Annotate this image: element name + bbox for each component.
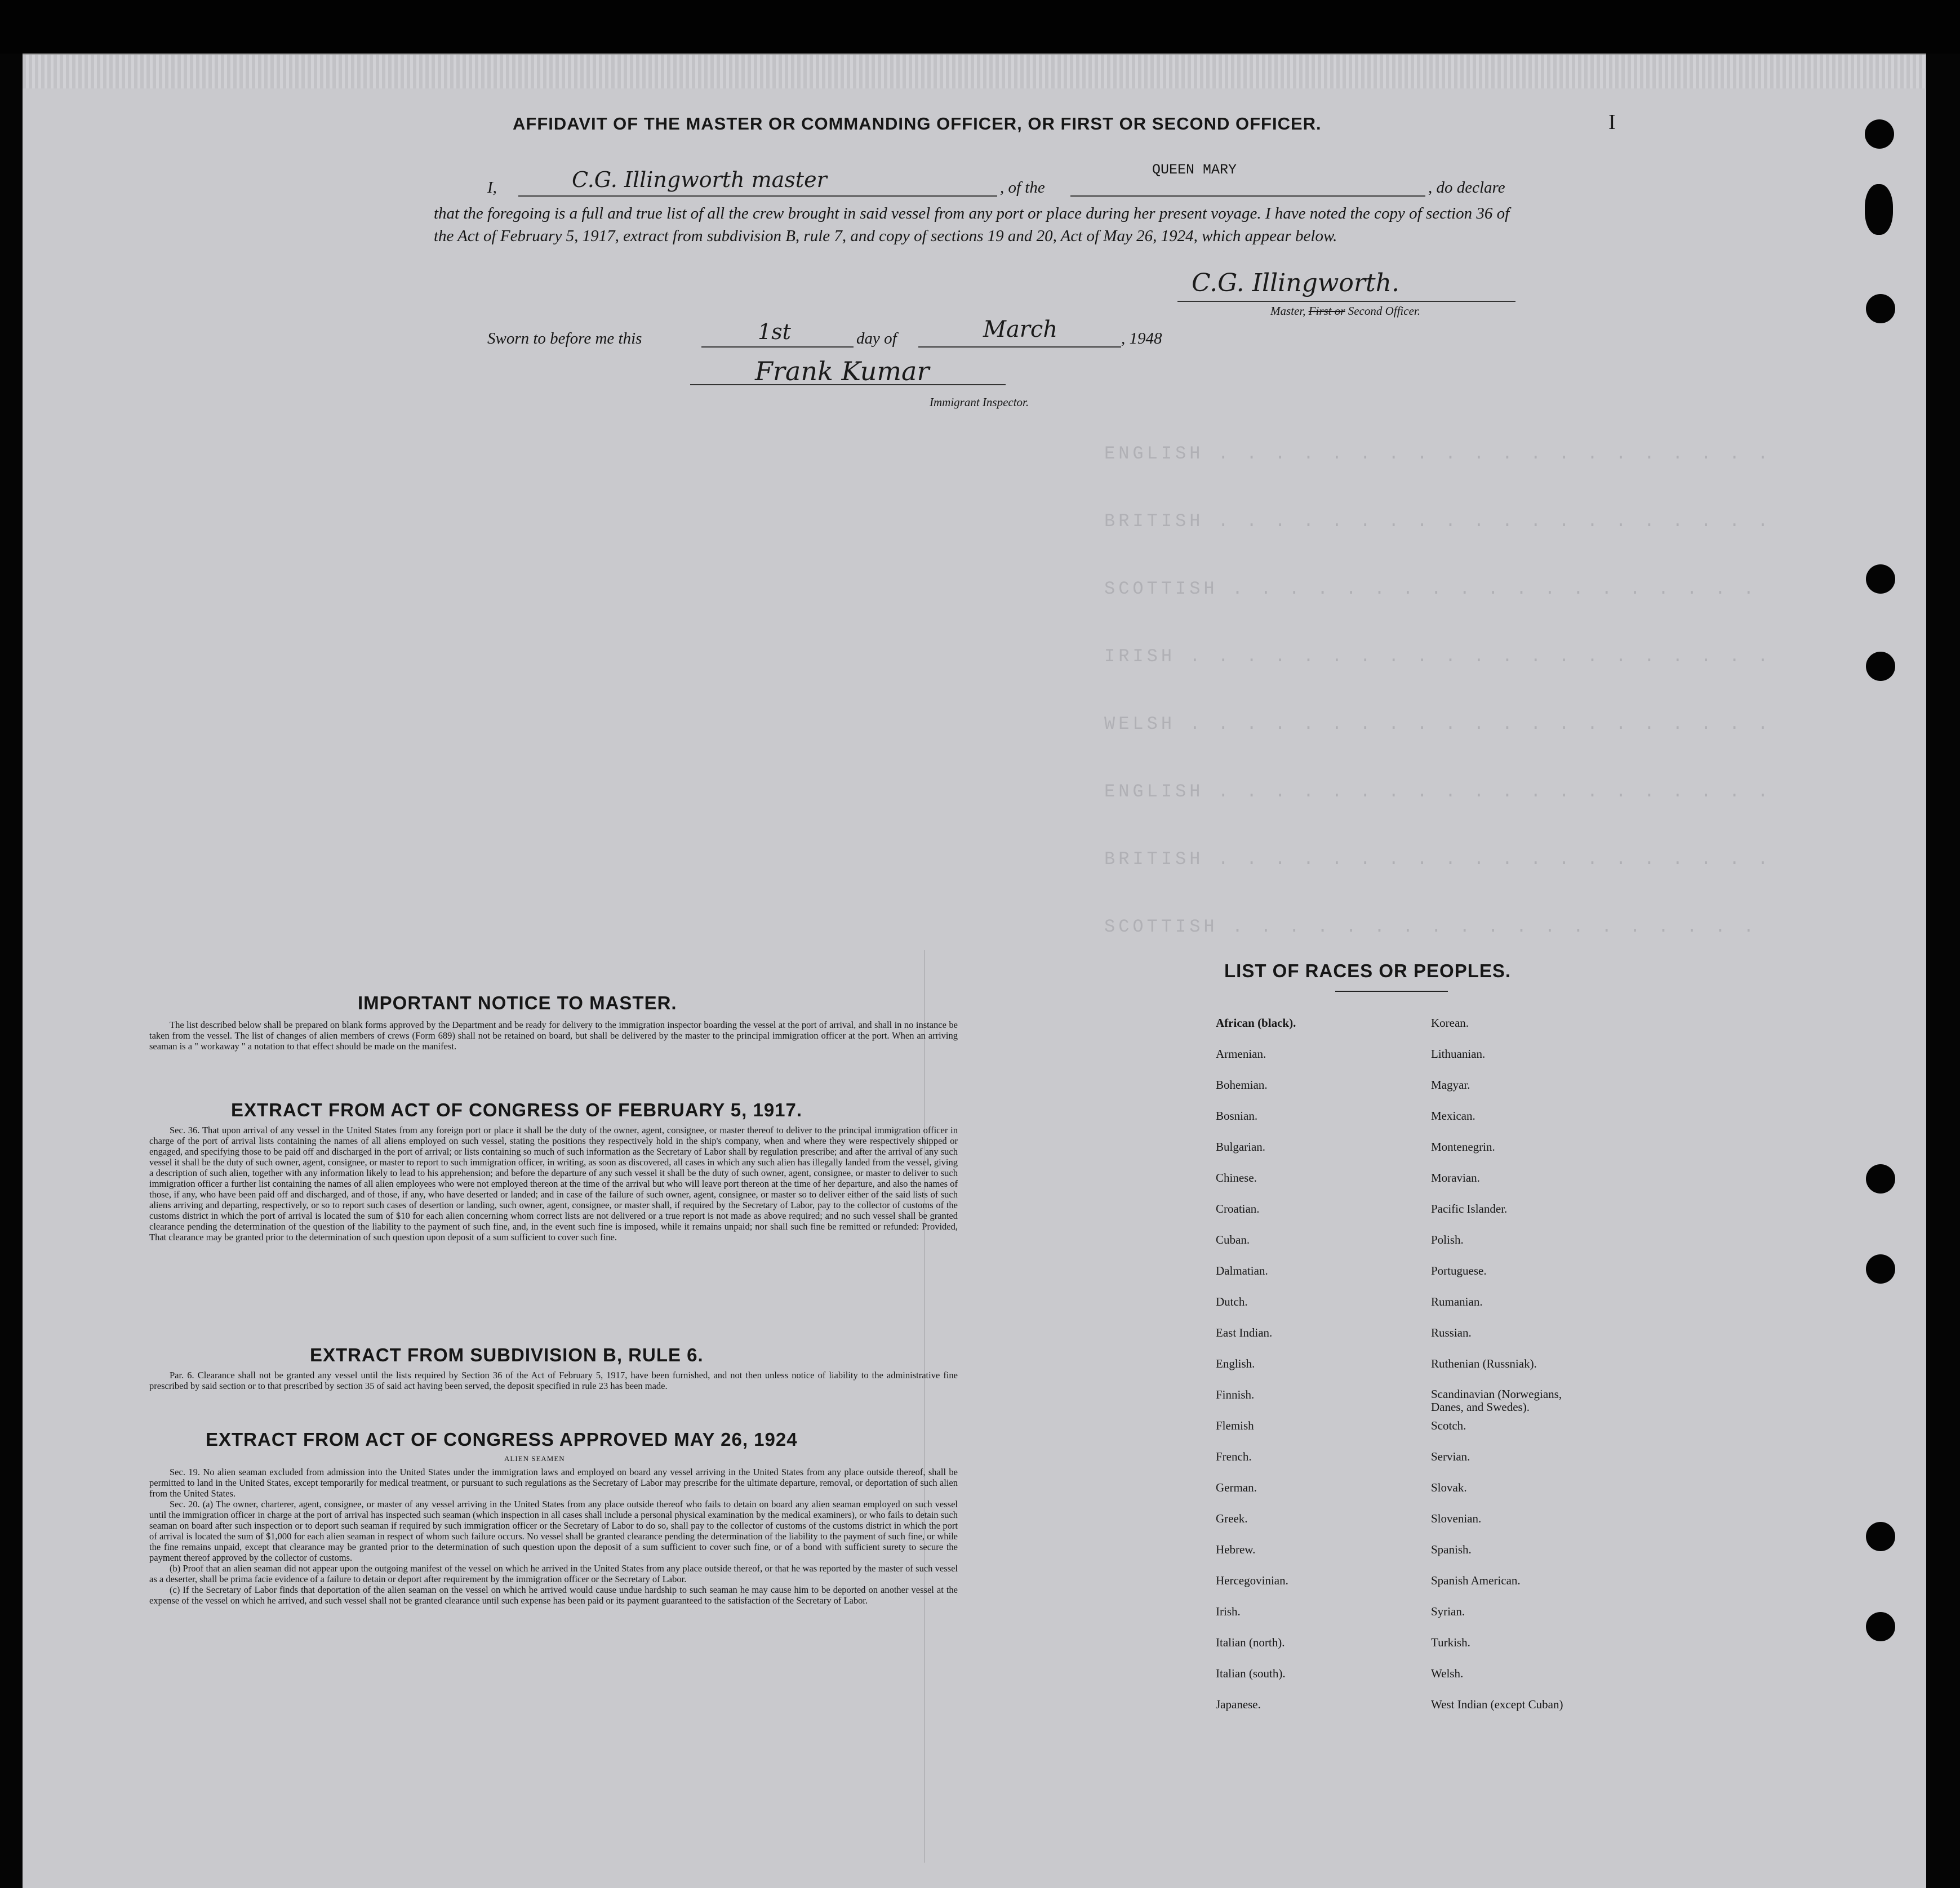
inspector-signature: Frank Kumar bbox=[755, 356, 930, 386]
rule6-title: EXTRACT FROM SUBDIVISION B, RULE 6. bbox=[310, 1344, 704, 1365]
race-left: English. bbox=[1216, 1357, 1255, 1370]
vessel-name: QUEEN MARY bbox=[1152, 162, 1237, 178]
race-right: Slovak. bbox=[1431, 1481, 1467, 1494]
vessel-line bbox=[1070, 195, 1425, 197]
document-page bbox=[23, 54, 1926, 1888]
sworn-label: Sworn to before me this bbox=[487, 329, 642, 348]
binder-hole bbox=[1866, 1522, 1895, 1551]
race-right: Scandinavian (Norwegians, Danes, and Swedes). bbox=[1431, 1387, 1562, 1414]
perforated-edge bbox=[23, 55, 1926, 88]
race-left: Croatian. bbox=[1216, 1202, 1260, 1215]
binder-hole bbox=[1865, 184, 1893, 235]
race-right: Slovenian. bbox=[1431, 1512, 1482, 1525]
extract-1917-title: EXTRACT FROM ACT OF CONGRESS OF FEBRUARY 5, 1917. bbox=[231, 1099, 803, 1120]
race-right: Scotch. bbox=[1431, 1419, 1466, 1432]
race-left: Italian (north). bbox=[1216, 1636, 1285, 1649]
binder-hole bbox=[1866, 652, 1895, 681]
race-right: Lithuanian. bbox=[1431, 1047, 1486, 1061]
binder-hole bbox=[1866, 564, 1895, 594]
race-left: Finnish. bbox=[1216, 1388, 1255, 1401]
race-right: Rumanian. bbox=[1431, 1295, 1483, 1308]
races-title: LIST OF RACES OR PEOPLES. bbox=[1224, 960, 1512, 981]
do-declare-label: , do declare bbox=[1428, 179, 1505, 197]
race-left: Irish. bbox=[1216, 1605, 1241, 1618]
race-right: Russian. bbox=[1431, 1326, 1472, 1339]
race-left: German. bbox=[1216, 1481, 1257, 1494]
race-left: French. bbox=[1216, 1450, 1252, 1463]
ghost-text: SCOTTISH . . . . . . . . . . . . . . . . . . . bbox=[1104, 916, 1758, 937]
month-line bbox=[918, 346, 1121, 348]
ghost-text: ENGLISH . . . . . . . . . . . . . . . . . . . . bbox=[1104, 443, 1772, 464]
sworn-year: , 1948 bbox=[1121, 329, 1162, 348]
affidavit-prefix: I, bbox=[487, 179, 497, 197]
race-right: Magyar. bbox=[1431, 1078, 1470, 1092]
race-left: Hercegovinian. bbox=[1216, 1574, 1288, 1587]
race-left: Bulgarian. bbox=[1216, 1140, 1266, 1154]
inspector-line bbox=[690, 384, 1006, 385]
inspector-caption: Immigrant Inspector. bbox=[930, 395, 1029, 409]
race-left: Japanese. bbox=[1216, 1698, 1261, 1711]
sworn-day: 1st bbox=[758, 319, 791, 344]
race-left: Bosnian. bbox=[1216, 1109, 1258, 1123]
race-left: Armenian. bbox=[1216, 1047, 1266, 1061]
ghost-text: ENGLISH . . . . . . . . . . . . . . . . . . . . bbox=[1104, 781, 1772, 802]
ghost-text: SCOTTISH . . . . . . . . . . . . . . . . . . . bbox=[1104, 578, 1758, 599]
race-right: Montenegrin. bbox=[1431, 1140, 1495, 1154]
page-mark: I bbox=[1608, 110, 1616, 134]
signature-line bbox=[1177, 301, 1515, 302]
race-right: Pacific Islander. bbox=[1431, 1202, 1508, 1215]
race-right: Moravian. bbox=[1431, 1171, 1480, 1185]
race-right: Syrian. bbox=[1431, 1605, 1465, 1618]
race-left: Cuban. bbox=[1216, 1233, 1250, 1246]
notice-text: The list described below shall be prepared on blank forms approved by the Department and be ready for delivery to the immigration inspector boarding the vessel at the port of arrival, and shall in no instance be taken from the vessel. The list of changes of alien members of crews (Form 689) shall not be retained on board, but shall be delivered by the master to the principal immigration officer at the port. When an arriving seaman is a " workaway " a notation to that effect should be made on the manifest. bbox=[149, 1019, 958, 1052]
of-the-label: , of the bbox=[1000, 179, 1045, 197]
master-signature: C.G. Illingworth. bbox=[1192, 269, 1399, 297]
affidavit-title: AFFIDAVIT OF THE MASTER OR COMMANDING OFFICER, OR FIRST OR SECOND OFFICER. bbox=[513, 114, 1322, 133]
race-left: East Indian. bbox=[1216, 1326, 1273, 1339]
day-line bbox=[701, 346, 854, 348]
binder-hole bbox=[1865, 119, 1894, 149]
signature-caption: Master, First or Second Officer. bbox=[1270, 304, 1420, 318]
race-right: Ruthenian (Russniak). bbox=[1431, 1357, 1537, 1370]
name-line bbox=[518, 195, 997, 197]
races-rule bbox=[1335, 991, 1448, 992]
race-right: Mexican. bbox=[1431, 1109, 1475, 1123]
race-left: Dutch. bbox=[1216, 1295, 1248, 1308]
race-right: Welsh. bbox=[1431, 1667, 1464, 1680]
race-left: Chinese. bbox=[1216, 1171, 1257, 1185]
ghost-text: WELSH . . . . . . . . . . . . . . . . . . . . . bbox=[1104, 714, 1772, 734]
binder-hole bbox=[1866, 1164, 1895, 1194]
race-right: Polish. bbox=[1431, 1233, 1464, 1246]
extract-1924-text: Sec. 19. No alien seaman excluded from admission into the United States under the immigration laws and employed on board any vessel arriving in the United States from any place outside thereof, shall be permitted to land in the United States, except temporarily for medical treatment, or pursuant to such regulations as the Secretary of Labor may prescribe for the ultimate departure, removal, or deportation of such alien from the United States. Sec. 20. (a) The owner, charterer, agent, consignee, or master of any vessel arriving in the United States from any place outside thereof who fails to detain on board any alien seaman employed on such vessel until the immigration officer in charge at the port of arrival has inspected such seaman (which inspection in all cases shall include a personal physical examination by the medical examiners), or who fails to detain such seaman on board after such inspection or to deport such seaman if required by such immigration officer or the Secretary of Labor to do so, shall pay to the collector of customs of the customs district in which the port of arrival is located the sum of $1,000 for each alien seaman in respect of whom such failure occurs. No vessel shall be granted clearance pending the determination of the liability to the payment of such fine, or while the fine remains unpaid, except that clearance may be granted prior to the determination of such question upon the deposit of a sum sufficient to cover such fine, or of a bond with sufficient surety to secure the payment thereof approved by the collector of customs. (b) Proof that an alien seaman did not appear upon the outgoing manifest of the vessel on which he arrived in the United States from any place outside thereof, or that he was reported by the master of such vessel as a deserter, shall be prima facie evidence of a failure to detain or deport after requirement by the immigration officer or the Secretary of Labor. (c) If the Secretary of Labor finds that deportation of the alien seaman on the vessel on which he arrived would cause undue hardship to such seaman he may cause him to be deported on another vessel at the expense of the vessel on which he arrived, and such vessel shall not be granted clearance until such expense has been paid or its payment guaranteed to the satisfaction of the Secretary of Labor. bbox=[149, 1467, 958, 1606]
race-right: Spanish. bbox=[1431, 1543, 1472, 1556]
race-right: Portuguese. bbox=[1431, 1264, 1487, 1277]
race-left: Flemish bbox=[1216, 1419, 1254, 1432]
day-of-label: day of bbox=[856, 329, 897, 348]
top-black-border bbox=[0, 0, 1960, 54]
race-left: Hebrew. bbox=[1216, 1543, 1256, 1556]
extract-1924-subtitle: ALIEN SEAMEN bbox=[504, 1454, 565, 1463]
race-right: Turkish. bbox=[1431, 1636, 1470, 1649]
race-left: Bohemian. bbox=[1216, 1078, 1268, 1092]
extract-1917-text: Sec. 36. That upon arrival of any vessel in the United States from any foreign port or place it shall be the duty of the owner, agent, consignee, or master thereof to deliver to the principal immigration officer in charge of the port of arrival lists containing the names of all aliens employed on such vessel, stating the positions they respectively hold in the ship's company, when and where they were respectively shipped or engaged, and specifying those to be paid off and discharged in the port of arrival; or lists containing so much of such information as the Secretary of Labor shall by regulation prescribe; and after the arrival of any such vessel it shall be the duty of such owner, agent, consignee, or master to report to such immigration officer, in writing, as soon as discovered, all cases in which any such alien has illegally landed from the vessel, giving a description of such alien, together with any information likely to lead to his apprehension; and before the departure of any such vessel it shall be the duty of such owner, agent, consignee, or master to deliver to such immigration officer a further list containing the names of all alien employees who were not employed thereon at the time of the arrival but who will leave port thereon at the time of her departure, and also the names of those, if any, who have been paid off and discharged, and of those, if any, who have deserted or landed; and in case of the failure of such owner, agent, consignee, or master so to deliver either of the said lists of such aliens arriving and departing, respectively, or so to report such cases of desertion or landing, such owner, agent, consignee, or master shall, if required by the Secretary of Labor, pay to the collector of customs of the customs district in which the port of arrival is located the sum of $10 for each alien concerning whom correct lists are not delivered or a true report is not made as above required; and no such vessel shall be granted clearance pending the determination of the question of the liability to the payment of such fine, and, in the event such fine is imposed, while it remains unpaid; nor shall such fine be remitted or refunded: Provided, That clearance may be granted prior to the determination of such question upon deposit of a sum sufficient to cover such fine. bbox=[149, 1125, 958, 1243]
ghost-text: IRISH . . . . . . . . . . . . . . . . . . . . . bbox=[1104, 646, 1772, 667]
extract-1924-title: EXTRACT FROM ACT OF CONGRESS APPROVED MAY 26, 1924 bbox=[206, 1429, 798, 1450]
rule6-text: Par. 6. Clearance shall not be granted any vessel until the lists required by Section 36 of the Act of February 5, 1917, have been furnished, and not then unless notice of liability to the administrative fine prescribed by said section or to that prescribed by section 35 of said act having been served, the deposit specified in rule 23 has been made. bbox=[149, 1370, 958, 1391]
ghost-text: BRITISH . . . . . . . . . . . . . . . . . . . . bbox=[1104, 849, 1772, 870]
race-right: Servian. bbox=[1431, 1450, 1470, 1463]
fold-line bbox=[924, 950, 925, 1863]
affidavit-body: that the foregoing is a full and true list of all the crew brought in said vessel from any port or place during her present voyage. I have noted the copy of section 36 of the Act of February 5, 1917, extract from subdivision B, rule 7, and copy of sections 19 and 20, Act of May 26, 1924, which appear below. bbox=[434, 204, 1510, 245]
sworn-month: March bbox=[983, 317, 1058, 342]
binder-hole bbox=[1866, 1254, 1895, 1284]
notice-title: IMPORTANT NOTICE TO MASTER. bbox=[358, 992, 677, 1013]
binder-hole bbox=[1866, 1612, 1895, 1641]
ghost-text: BRITISH . . . . . . . . . . . . . . . . . . . . bbox=[1104, 511, 1772, 532]
race-left: Greek. bbox=[1216, 1512, 1248, 1525]
race-left: Italian (south). bbox=[1216, 1667, 1286, 1680]
race-right: Korean. bbox=[1431, 1016, 1469, 1030]
race-right: West Indian (except Cuban) bbox=[1431, 1698, 1563, 1711]
race-left: Dalmatian. bbox=[1216, 1264, 1268, 1277]
binder-hole bbox=[1866, 294, 1895, 323]
race-left: African (black). bbox=[1216, 1016, 1296, 1030]
race-right: Spanish American. bbox=[1431, 1574, 1521, 1587]
master-name: C.G. Illingworth master bbox=[572, 167, 827, 192]
